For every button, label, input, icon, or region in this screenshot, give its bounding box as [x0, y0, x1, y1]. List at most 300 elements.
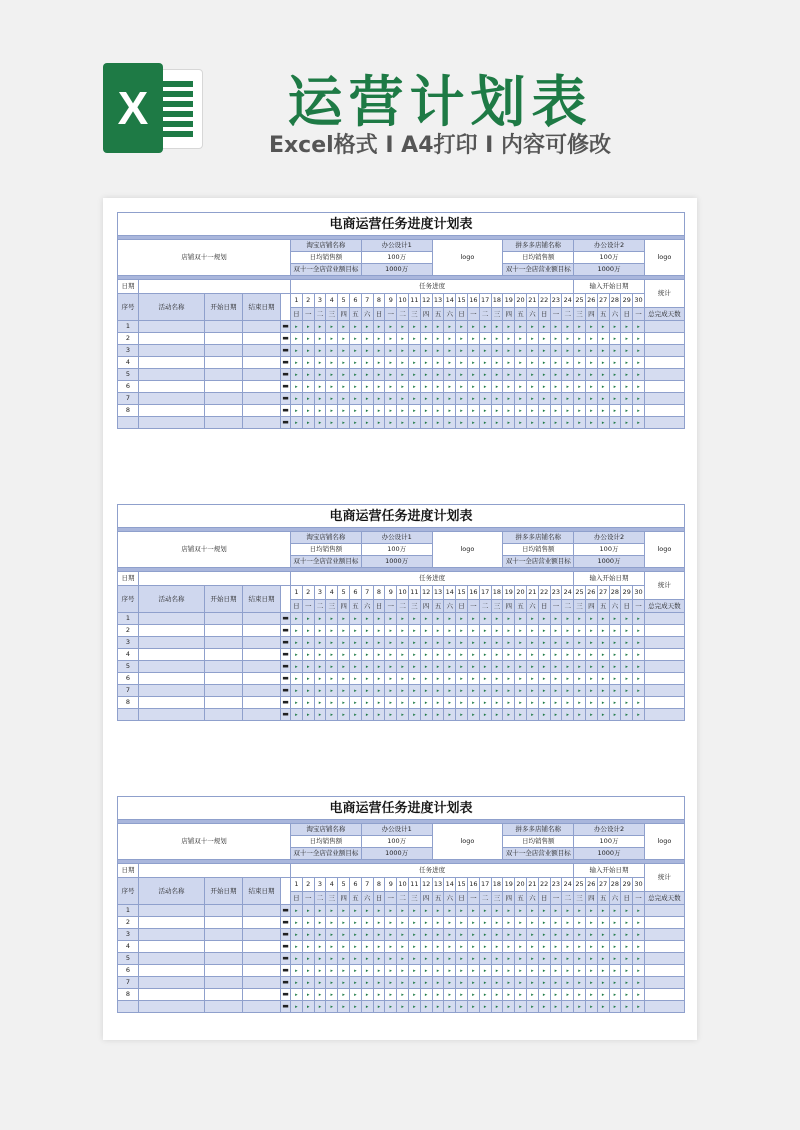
progress-cell[interactable]: ▸: [432, 709, 444, 721]
progress-cell[interactable]: ▸: [574, 905, 586, 917]
progress-cell[interactable]: ▸: [397, 905, 409, 917]
progress-cell[interactable]: ▸: [338, 685, 350, 697]
progress-cell[interactable]: ▸: [444, 673, 456, 685]
progress-cell[interactable]: ▸: [444, 989, 456, 1001]
progress-cell[interactable]: ▸: [585, 405, 597, 417]
progress-cell[interactable]: ▸: [420, 637, 432, 649]
progress-cell[interactable]: ▸: [538, 1001, 550, 1013]
progress-cell[interactable]: ▸: [291, 941, 303, 953]
progress-cell[interactable]: ▸: [621, 345, 633, 357]
progress-cell[interactable]: ▸: [550, 649, 562, 661]
progress-cell[interactable]: ▸: [385, 625, 397, 637]
progress-cell[interactable]: ▸: [314, 685, 326, 697]
progress-cell[interactable]: ▸: [515, 357, 527, 369]
activity-cell[interactable]: [139, 357, 205, 369]
progress-cell[interactable]: ▸: [467, 941, 479, 953]
progress-cell[interactable]: ▸: [515, 661, 527, 673]
progress-cell[interactable]: ▸: [338, 393, 350, 405]
progress-cell[interactable]: ▸: [408, 673, 420, 685]
progress-cell[interactable]: ▸: [538, 709, 550, 721]
progress-cell[interactable]: ▸: [397, 321, 409, 333]
progress-cell[interactable]: ▸: [432, 941, 444, 953]
progress-cell[interactable]: ▸: [479, 345, 491, 357]
progress-cell[interactable]: ▸: [550, 417, 562, 429]
progress-cell[interactable]: ▸: [562, 333, 574, 345]
progress-cell[interactable]: ▸: [467, 357, 479, 369]
progress-cell[interactable]: ▸: [467, 977, 479, 989]
progress-cell[interactable]: ▸: [302, 345, 314, 357]
progress-cell[interactable]: ▸: [585, 369, 597, 381]
progress-cell[interactable]: ▸: [621, 941, 633, 953]
progress-cell[interactable]: ▸: [349, 333, 361, 345]
progress-cell[interactable]: ▸: [397, 393, 409, 405]
progress-cell[interactable]: ▸: [373, 1001, 385, 1013]
progress-cell[interactable]: ▸: [385, 381, 397, 393]
progress-cell[interactable]: ▸: [609, 941, 621, 953]
end-cell[interactable]: [243, 941, 281, 953]
progress-cell[interactable]: ▸: [326, 649, 338, 661]
progress-cell[interactable]: ▸: [291, 405, 303, 417]
progress-cell[interactable]: ▸: [314, 417, 326, 429]
progress-cell[interactable]: ▸: [550, 953, 562, 965]
progress-cell[interactable]: ▸: [408, 977, 420, 989]
store1-value[interactable]: 办公设计1: [361, 532, 432, 544]
progress-cell[interactable]: ▸: [444, 333, 456, 345]
progress-cell[interactable]: ▸: [585, 381, 597, 393]
progress-cell[interactable]: ▸: [574, 917, 586, 929]
progress-cell[interactable]: ▸: [291, 929, 303, 941]
progress-cell[interactable]: ▸: [456, 697, 468, 709]
end-cell[interactable]: [243, 929, 281, 941]
progress-cell[interactable]: ▸: [609, 709, 621, 721]
progress-cell[interactable]: ▸: [609, 661, 621, 673]
progress-cell[interactable]: ▸: [373, 929, 385, 941]
progress-cell[interactable]: ▸: [479, 369, 491, 381]
progress-cell[interactable]: ▸: [432, 625, 444, 637]
progress-cell[interactable]: ▸: [574, 369, 586, 381]
progress-cell[interactable]: ▸: [585, 917, 597, 929]
progress-cell[interactable]: ▸: [585, 953, 597, 965]
progress-cell[interactable]: ▸: [621, 369, 633, 381]
progress-cell[interactable]: ▸: [526, 929, 538, 941]
end-cell[interactable]: [243, 709, 281, 721]
progress-cell[interactable]: ▸: [491, 625, 503, 637]
progress-cell[interactable]: ▸: [444, 321, 456, 333]
progress-cell[interactable]: ▸: [326, 709, 338, 721]
progress-cell[interactable]: ▸: [385, 941, 397, 953]
store2-value[interactable]: 办公设计2: [574, 824, 645, 836]
progress-cell[interactable]: ▸: [314, 929, 326, 941]
progress-cell[interactable]: ▸: [338, 709, 350, 721]
progress-cell[interactable]: ▸: [291, 1001, 303, 1013]
progress-cell[interactable]: ▸: [291, 637, 303, 649]
progress-cell[interactable]: ▸: [633, 917, 645, 929]
progress-cell[interactable]: ▸: [550, 333, 562, 345]
progress-cell[interactable]: ▸: [291, 709, 303, 721]
progress-cell[interactable]: ▸: [373, 345, 385, 357]
progress-cell[interactable]: ▸: [349, 369, 361, 381]
progress-cell[interactable]: ▸: [538, 405, 550, 417]
progress-cell[interactable]: ▸: [291, 989, 303, 1001]
progress-cell[interactable]: ▸: [562, 345, 574, 357]
progress-cell[interactable]: ▸: [550, 393, 562, 405]
progress-cell[interactable]: ▸: [361, 637, 373, 649]
progress-cell[interactable]: ▸: [491, 965, 503, 977]
progress-cell[interactable]: ▸: [585, 321, 597, 333]
end-cell[interactable]: [243, 357, 281, 369]
progress-cell[interactable]: ▸: [621, 929, 633, 941]
progress-cell[interactable]: ▸: [314, 357, 326, 369]
progress-cell[interactable]: ▸: [633, 965, 645, 977]
progress-cell[interactable]: ▸: [314, 917, 326, 929]
progress-cell[interactable]: ▸: [585, 1001, 597, 1013]
progress-cell[interactable]: ▸: [444, 345, 456, 357]
activity-cell[interactable]: [139, 321, 205, 333]
progress-cell[interactable]: ▸: [479, 393, 491, 405]
progress-cell[interactable]: ▸: [420, 1001, 432, 1013]
progress-cell[interactable]: ▸: [456, 405, 468, 417]
progress-cell[interactable]: ▸: [456, 381, 468, 393]
progress-cell[interactable]: ▸: [503, 417, 515, 429]
progress-cell[interactable]: ▸: [456, 673, 468, 685]
progress-cell[interactable]: ▸: [621, 417, 633, 429]
progress-cell[interactable]: ▸: [456, 965, 468, 977]
progress-cell[interactable]: ▸: [302, 1001, 314, 1013]
progress-cell[interactable]: ▸: [444, 369, 456, 381]
progress-cell[interactable]: ▸: [526, 637, 538, 649]
progress-cell[interactable]: ▸: [491, 1001, 503, 1013]
progress-cell[interactable]: ▸: [562, 369, 574, 381]
start-cell[interactable]: [205, 393, 243, 405]
progress-cell[interactable]: ▸: [338, 917, 350, 929]
progress-cell[interactable]: ▸: [538, 637, 550, 649]
progress-cell[interactable]: ▸: [291, 905, 303, 917]
progress-cell[interactable]: ▸: [585, 977, 597, 989]
progress-cell[interactable]: ▸: [373, 613, 385, 625]
progress-cell[interactable]: ▸: [326, 321, 338, 333]
progress-cell[interactable]: ▸: [526, 1001, 538, 1013]
progress-cell[interactable]: ▸: [526, 393, 538, 405]
progress-cell[interactable]: ▸: [597, 357, 609, 369]
progress-cell[interactable]: ▸: [420, 989, 432, 1001]
progress-cell[interactable]: ▸: [432, 381, 444, 393]
start-cell[interactable]: [205, 417, 243, 429]
progress-cell[interactable]: ▸: [349, 393, 361, 405]
progress-cell[interactable]: ▸: [444, 625, 456, 637]
progress-cell[interactable]: ▸: [574, 333, 586, 345]
progress-cell[interactable]: ▸: [397, 989, 409, 1001]
progress-cell[interactable]: ▸: [574, 637, 586, 649]
progress-cell[interactable]: ▸: [467, 417, 479, 429]
progress-cell[interactable]: ▸: [338, 661, 350, 673]
progress-cell[interactable]: ▸: [408, 953, 420, 965]
start-cell[interactable]: [205, 953, 243, 965]
progress-cell[interactable]: ▸: [326, 917, 338, 929]
progress-cell[interactable]: ▸: [432, 393, 444, 405]
progress-cell[interactable]: ▸: [585, 685, 597, 697]
progress-cell[interactable]: ▸: [385, 929, 397, 941]
progress-cell[interactable]: ▸: [479, 697, 491, 709]
progress-cell[interactable]: ▸: [585, 613, 597, 625]
progress-cell[interactable]: ▸: [491, 649, 503, 661]
progress-cell[interactable]: ▸: [408, 661, 420, 673]
progress-cell[interactable]: ▸: [385, 345, 397, 357]
progress-cell[interactable]: ▸: [574, 709, 586, 721]
progress-cell[interactable]: ▸: [633, 637, 645, 649]
progress-cell[interactable]: ▸: [373, 989, 385, 1001]
progress-cell[interactable]: ▸: [491, 673, 503, 685]
progress-cell[interactable]: ▸: [574, 989, 586, 1001]
progress-cell[interactable]: ▸: [503, 613, 515, 625]
progress-cell[interactable]: ▸: [314, 1001, 326, 1013]
progress-cell[interactable]: ▸: [456, 709, 468, 721]
progress-cell[interactable]: ▸: [444, 685, 456, 697]
progress-cell[interactable]: ▸: [562, 965, 574, 977]
progress-cell[interactable]: ▸: [349, 673, 361, 685]
progress-cell[interactable]: ▸: [432, 649, 444, 661]
progress-cell[interactable]: ▸: [349, 381, 361, 393]
end-cell[interactable]: [243, 905, 281, 917]
store1-value[interactable]: 办公设计1: [361, 240, 432, 252]
progress-cell[interactable]: ▸: [491, 417, 503, 429]
progress-cell[interactable]: ▸: [633, 709, 645, 721]
progress-cell[interactable]: ▸: [467, 393, 479, 405]
progress-cell[interactable]: ▸: [385, 673, 397, 685]
progress-cell[interactable]: ▸: [538, 989, 550, 1001]
progress-cell[interactable]: ▸: [503, 649, 515, 661]
progress-cell[interactable]: ▸: [585, 989, 597, 1001]
progress-cell[interactable]: ▸: [326, 1001, 338, 1013]
progress-cell[interactable]: ▸: [479, 1001, 491, 1013]
progress-cell[interactable]: ▸: [574, 625, 586, 637]
progress-cell[interactable]: ▸: [397, 625, 409, 637]
progress-cell[interactable]: ▸: [408, 941, 420, 953]
activity-cell[interactable]: [139, 381, 205, 393]
progress-cell[interactable]: ▸: [633, 905, 645, 917]
progress-cell[interactable]: ▸: [444, 661, 456, 673]
progress-cell[interactable]: ▸: [550, 345, 562, 357]
progress-cell[interactable]: ▸: [456, 977, 468, 989]
progress-cell[interactable]: ▸: [467, 1001, 479, 1013]
target2-value[interactable]: 1000万: [574, 264, 645, 276]
progress-cell[interactable]: ▸: [385, 649, 397, 661]
activity-cell[interactable]: [139, 649, 205, 661]
progress-cell[interactable]: ▸: [621, 1001, 633, 1013]
progress-cell[interactable]: ▸: [302, 321, 314, 333]
progress-cell[interactable]: ▸: [526, 625, 538, 637]
progress-cell[interactable]: ▸: [326, 953, 338, 965]
progress-cell[interactable]: ▸: [491, 333, 503, 345]
activity-cell[interactable]: [139, 953, 205, 965]
progress-cell[interactable]: ▸: [432, 637, 444, 649]
avg1-value[interactable]: 100万: [361, 252, 432, 264]
progress-cell[interactable]: ▸: [479, 333, 491, 345]
progress-cell[interactable]: ▸: [633, 685, 645, 697]
progress-cell[interactable]: ▸: [503, 381, 515, 393]
progress-cell[interactable]: ▸: [467, 321, 479, 333]
progress-cell[interactable]: ▸: [338, 953, 350, 965]
progress-cell[interactable]: ▸: [408, 697, 420, 709]
progress-cell[interactable]: ▸: [444, 905, 456, 917]
progress-cell[interactable]: ▸: [562, 661, 574, 673]
progress-cell[interactable]: ▸: [574, 697, 586, 709]
progress-cell[interactable]: ▸: [456, 625, 468, 637]
progress-cell[interactable]: ▸: [291, 953, 303, 965]
progress-cell[interactable]: ▸: [515, 613, 527, 625]
progress-cell[interactable]: ▸: [538, 917, 550, 929]
progress-cell[interactable]: ▸: [373, 697, 385, 709]
activity-cell[interactable]: [139, 697, 205, 709]
start-cell[interactable]: [205, 357, 243, 369]
progress-cell[interactable]: ▸: [373, 965, 385, 977]
progress-cell[interactable]: ▸: [302, 625, 314, 637]
progress-cell[interactable]: ▸: [538, 905, 550, 917]
start-cell[interactable]: [205, 625, 243, 637]
progress-cell[interactable]: ▸: [633, 321, 645, 333]
progress-cell[interactable]: ▸: [408, 381, 420, 393]
progress-cell[interactable]: ▸: [621, 357, 633, 369]
progress-cell[interactable]: ▸: [491, 929, 503, 941]
progress-cell[interactable]: ▸: [574, 357, 586, 369]
progress-cell[interactable]: ▸: [526, 417, 538, 429]
progress-cell[interactable]: ▸: [326, 661, 338, 673]
progress-cell[interactable]: ▸: [373, 625, 385, 637]
progress-cell[interactable]: ▸: [397, 333, 409, 345]
activity-cell[interactable]: [139, 917, 205, 929]
progress-cell[interactable]: ▸: [585, 357, 597, 369]
end-cell[interactable]: [243, 685, 281, 697]
progress-cell[interactable]: ▸: [444, 965, 456, 977]
progress-cell[interactable]: ▸: [515, 977, 527, 989]
progress-cell[interactable]: ▸: [550, 673, 562, 685]
progress-cell[interactable]: ▸: [550, 613, 562, 625]
start-cell[interactable]: [205, 649, 243, 661]
progress-cell[interactable]: ▸: [633, 989, 645, 1001]
progress-cell[interactable]: ▸: [467, 333, 479, 345]
progress-cell[interactable]: ▸: [467, 965, 479, 977]
target1-value[interactable]: 1000万: [361, 848, 432, 860]
progress-cell[interactable]: ▸: [491, 637, 503, 649]
progress-cell[interactable]: ▸: [397, 649, 409, 661]
progress-cell[interactable]: ▸: [479, 321, 491, 333]
progress-cell[interactable]: ▸: [538, 649, 550, 661]
progress-cell[interactable]: ▸: [467, 673, 479, 685]
progress-cell[interactable]: ▸: [515, 381, 527, 393]
start-cell[interactable]: [205, 637, 243, 649]
progress-cell[interactable]: ▸: [585, 965, 597, 977]
progress-cell[interactable]: ▸: [361, 989, 373, 1001]
progress-cell[interactable]: ▸: [444, 613, 456, 625]
progress-cell[interactable]: ▸: [420, 393, 432, 405]
progress-cell[interactable]: ▸: [467, 917, 479, 929]
progress-cell[interactable]: ▸: [302, 357, 314, 369]
progress-cell[interactable]: ▸: [291, 381, 303, 393]
progress-cell[interactable]: ▸: [538, 381, 550, 393]
progress-cell[interactable]: ▸: [373, 977, 385, 989]
progress-cell[interactable]: ▸: [503, 393, 515, 405]
activity-cell[interactable]: [139, 345, 205, 357]
progress-cell[interactable]: ▸: [314, 345, 326, 357]
progress-cell[interactable]: ▸: [338, 321, 350, 333]
progress-cell[interactable]: ▸: [550, 661, 562, 673]
progress-cell[interactable]: ▸: [609, 417, 621, 429]
progress-cell[interactable]: ▸: [479, 941, 491, 953]
progress-cell[interactable]: ▸: [408, 989, 420, 1001]
progress-cell[interactable]: ▸: [574, 685, 586, 697]
progress-cell[interactable]: ▸: [526, 321, 538, 333]
progress-cell[interactable]: ▸: [550, 977, 562, 989]
progress-cell[interactable]: ▸: [609, 321, 621, 333]
progress-cell[interactable]: ▸: [562, 357, 574, 369]
progress-cell[interactable]: ▸: [385, 661, 397, 673]
progress-cell[interactable]: ▸: [597, 929, 609, 941]
progress-cell[interactable]: ▸: [491, 357, 503, 369]
progress-cell[interactable]: ▸: [633, 661, 645, 673]
progress-cell[interactable]: ▸: [609, 685, 621, 697]
progress-cell[interactable]: ▸: [456, 417, 468, 429]
progress-cell[interactable]: ▸: [432, 989, 444, 1001]
store2-value[interactable]: 办公设计2: [574, 240, 645, 252]
progress-cell[interactable]: ▸: [397, 417, 409, 429]
start-cell[interactable]: [205, 369, 243, 381]
progress-cell[interactable]: ▸: [408, 613, 420, 625]
progress-cell[interactable]: ▸: [373, 953, 385, 965]
progress-cell[interactable]: ▸: [503, 637, 515, 649]
end-cell[interactable]: [243, 345, 281, 357]
progress-cell[interactable]: ▸: [609, 381, 621, 393]
progress-cell[interactable]: ▸: [526, 345, 538, 357]
activity-cell[interactable]: [139, 393, 205, 405]
progress-cell[interactable]: ▸: [550, 381, 562, 393]
progress-cell[interactable]: ▸: [408, 1001, 420, 1013]
progress-cell[interactable]: ▸: [326, 625, 338, 637]
progress-cell[interactable]: ▸: [444, 697, 456, 709]
progress-cell[interactable]: ▸: [408, 369, 420, 381]
progress-cell[interactable]: ▸: [467, 405, 479, 417]
progress-cell[interactable]: ▸: [633, 649, 645, 661]
progress-cell[interactable]: ▸: [609, 393, 621, 405]
progress-cell[interactable]: ▸: [326, 369, 338, 381]
progress-cell[interactable]: ▸: [302, 929, 314, 941]
activity-cell[interactable]: [139, 965, 205, 977]
progress-cell[interactable]: ▸: [597, 709, 609, 721]
progress-cell[interactable]: ▸: [585, 649, 597, 661]
progress-cell[interactable]: ▸: [456, 357, 468, 369]
progress-cell[interactable]: ▸: [397, 661, 409, 673]
progress-cell[interactable]: ▸: [597, 941, 609, 953]
progress-cell[interactable]: ▸: [397, 381, 409, 393]
progress-cell[interactable]: ▸: [456, 321, 468, 333]
progress-cell[interactable]: ▸: [326, 905, 338, 917]
progress-cell[interactable]: ▸: [397, 929, 409, 941]
progress-cell[interactable]: ▸: [562, 321, 574, 333]
progress-cell[interactable]: ▸: [562, 697, 574, 709]
progress-cell[interactable]: ▸: [491, 345, 503, 357]
progress-cell[interactable]: ▸: [444, 381, 456, 393]
progress-cell[interactable]: ▸: [291, 393, 303, 405]
progress-cell[interactable]: ▸: [432, 1001, 444, 1013]
start-cell[interactable]: [205, 673, 243, 685]
progress-cell[interactable]: ▸: [349, 917, 361, 929]
end-cell[interactable]: [243, 613, 281, 625]
progress-cell[interactable]: ▸: [338, 625, 350, 637]
progress-cell[interactable]: ▸: [467, 381, 479, 393]
end-cell[interactable]: [243, 673, 281, 685]
progress-cell[interactable]: ▸: [373, 417, 385, 429]
progress-cell[interactable]: ▸: [432, 685, 444, 697]
progress-cell[interactable]: ▸: [444, 709, 456, 721]
progress-cell[interactable]: ▸: [562, 709, 574, 721]
